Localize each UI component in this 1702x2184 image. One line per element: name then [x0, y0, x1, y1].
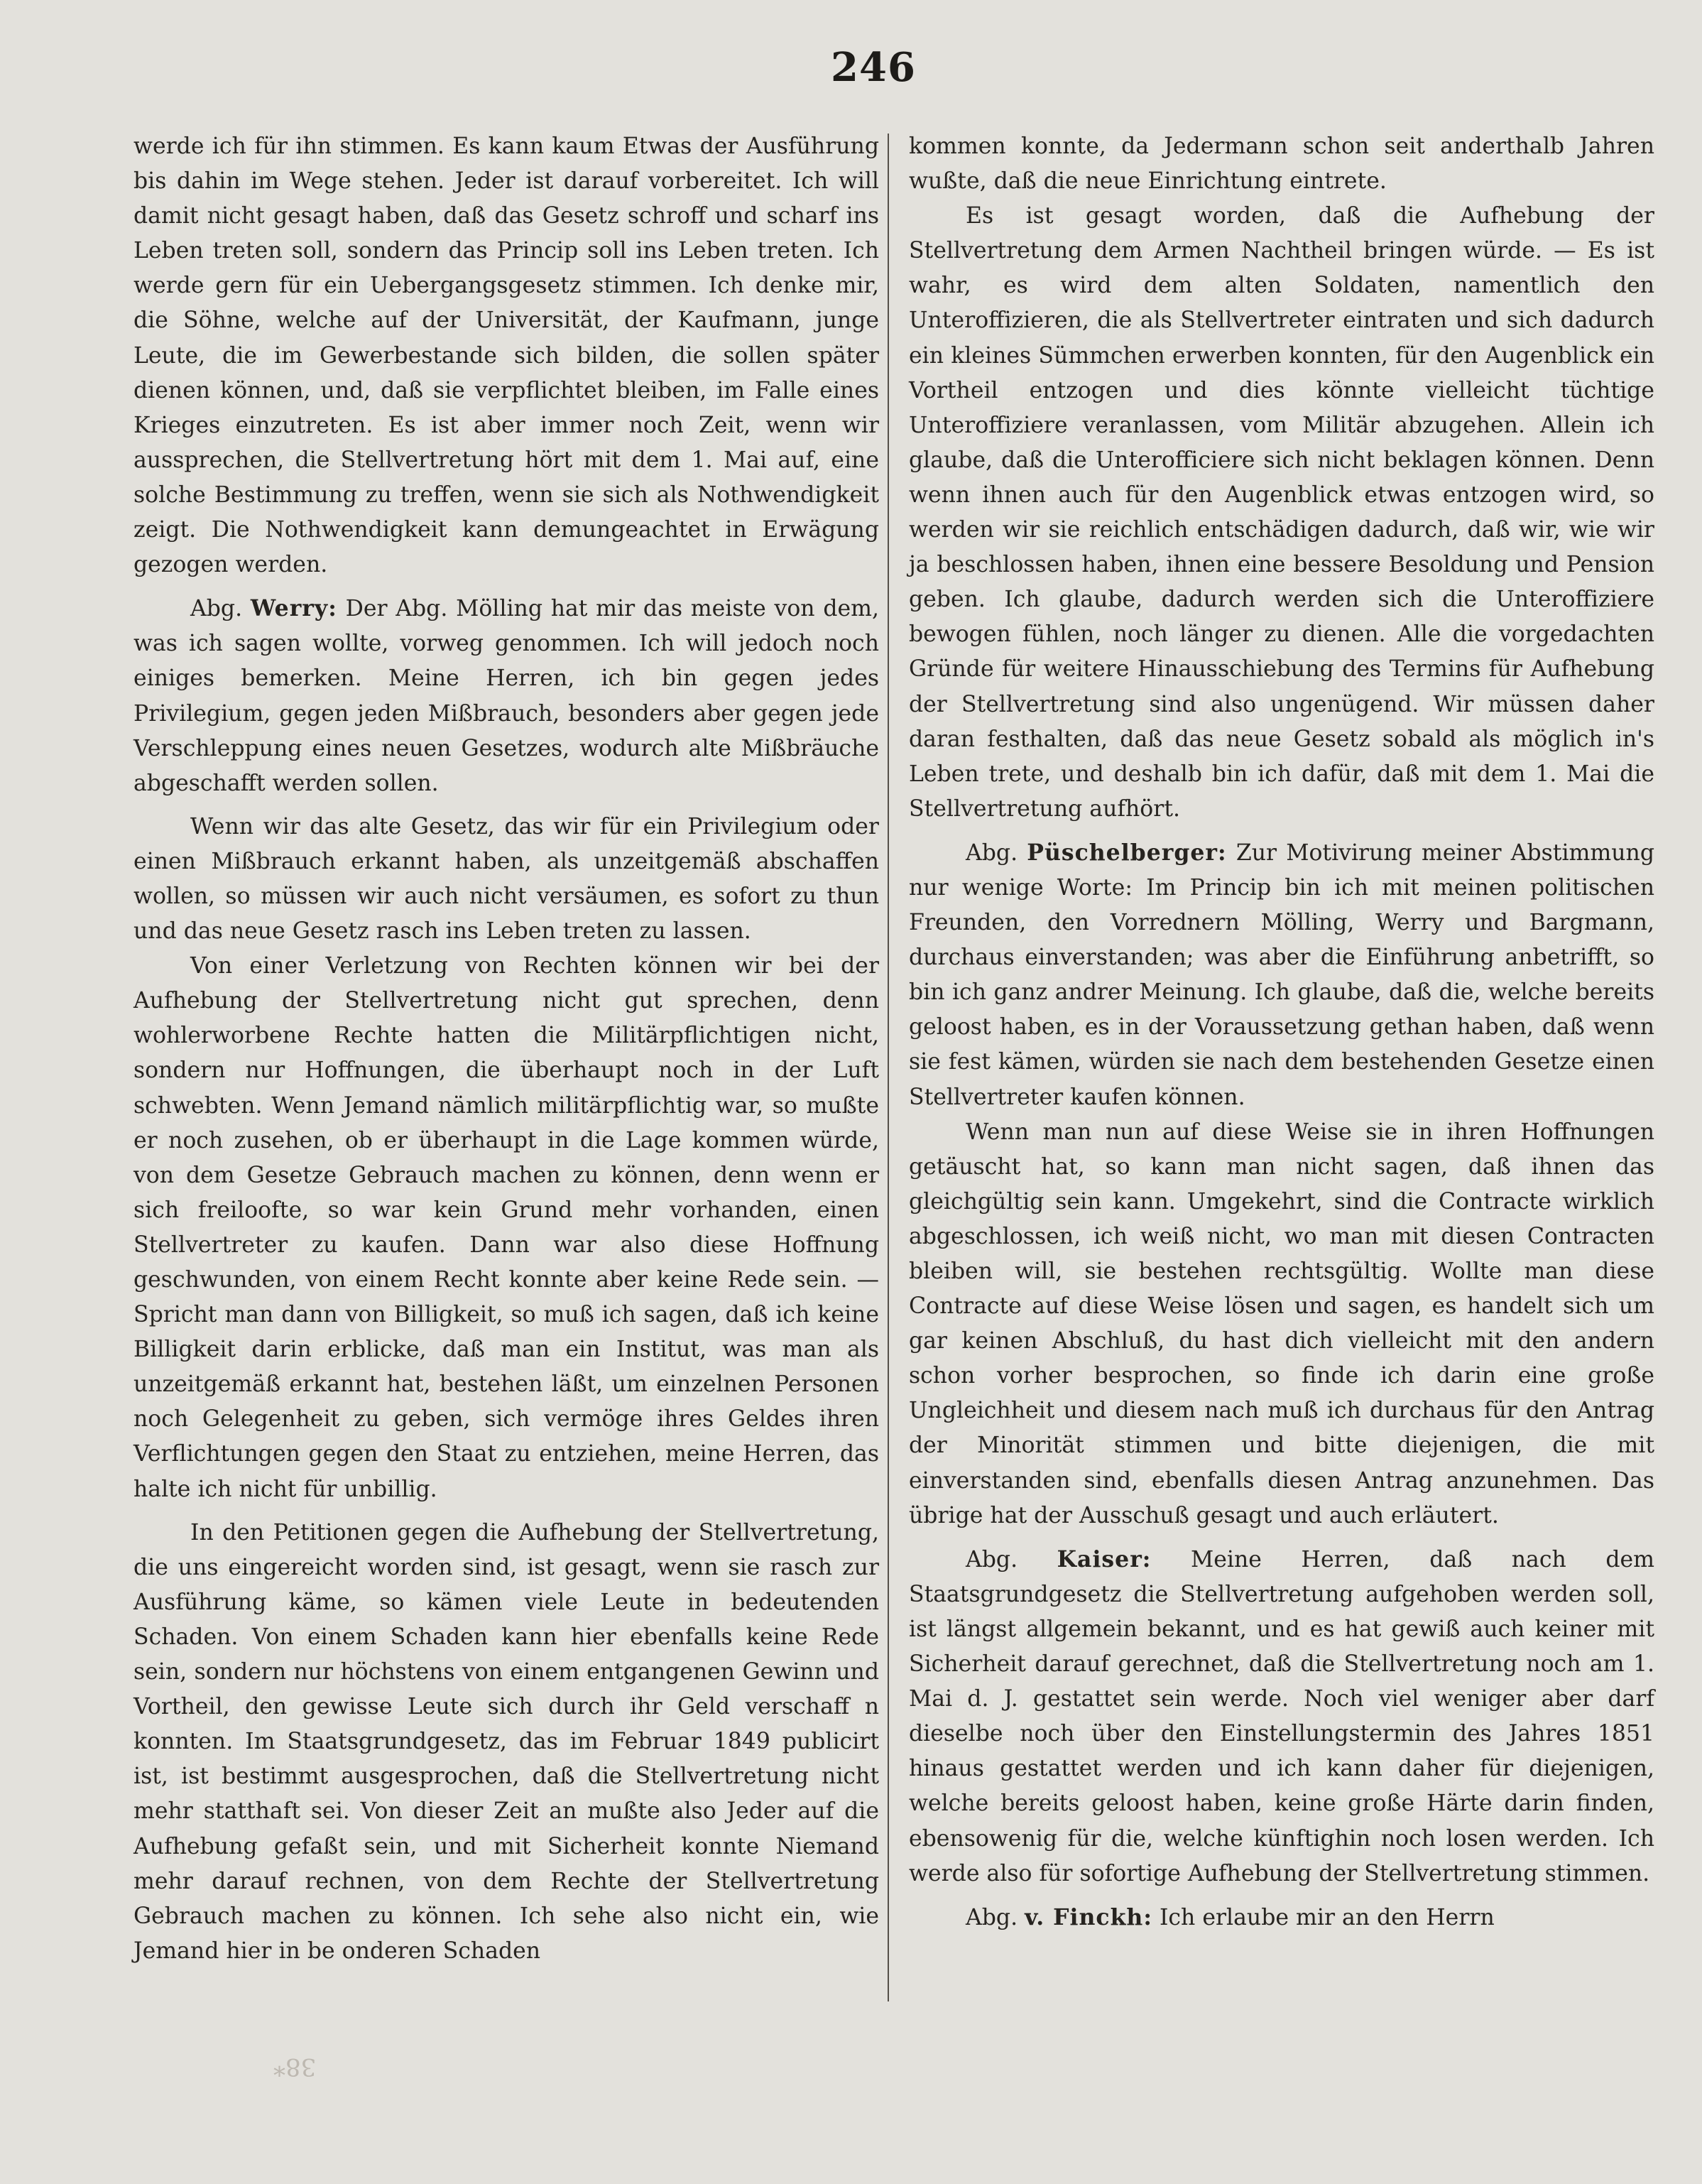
bleed-through-mark: 38* — [273, 2053, 317, 2081]
speaker-prefix: Abg. — [966, 1546, 1018, 1572]
page-number: 246 — [831, 44, 916, 91]
column-divider — [888, 134, 889, 2001]
speaker-prefix: Abg. — [966, 840, 1018, 866]
speaker-name: Werry: — [250, 595, 337, 622]
speaker-name: v. Finckh: — [1025, 1903, 1152, 1930]
paragraph-speech — [909, 1542, 1654, 1891]
speaker-name: Kaiser: — [1057, 1545, 1152, 1572]
speech-text: Ich erlaube mir an den Herrn — [1159, 1904, 1495, 1930]
paragraph: Wenn wir das alte Gesetz, das wir für ein Privilegium oder einen Mißbrauch erkannt haben, als unzeitgemäß abschaffen wollen, so müssen wir auch nicht versäumen, es sofort zu thun und das neue Gesetz rasch ins Leben treten zu lassen. — [133, 813, 879, 945]
speech-text: Der Abg. Mölling hat mir das meiste von dem, was ich sagen wollte, vorweg genommen. Ich will jedoch noch einiges bemerken. Meine Herren, ich bin gegen jedes Privilegium, gegen jeden Mißbrauch, besonders aber gegen jede Verschleppung eines neuen Gesetzes, wodurch alte Mißbräuche abgeschafft werden sollen. — [133, 596, 880, 796]
paragraph: Es ist gesagt worden, daß die Aufhebung der Stellvertretung dem Armen Nachtheil bringen würde. — Es ist wahr, es wird dem alten Soldaten, namentlich den Unteroffizieren, die als Stellvertreter eintraten und sich dadurch ein kleines Sümmchen erwerben konnten, für den Augenblick ein Vortheil entzogen und dies könnte vielleicht tüchtige Unteroffiziere veranlassen, vom Militär abzugehen. Allein ich glaube, daß die Unterofficiere sich nicht beklagen können. Denn wenn ihnen auch für den Augenblick etwas entzogen wird, so werden wir sie reichlich entschädigen dadurch, daß wir, wie wir ja beschlossen haben, ihnen eine bessere Besoldung und Pension geben. Ich glaube, dadurch werden sich die Unteroffiziere bewogen fühlen, noch länger zu dienen. Alle die vorgedachten Gründe für weitere Hinausschiebung des Termins für Aufhebung der Stellvertretung sind also ungenügend. Wir müssen daher daran festhalten, daß das neue Gesetz sobald als möglich in's Leben trete, und deshalb bin ich dafür, daß mit dem 1. Mai die Stellvertretung aufhört. — [909, 203, 1654, 822]
paragraph-speech — [909, 1900, 1654, 1935]
paragraph: kommen konnte, da Jedermann schon seit anderthalb Jahren wußte, daß die neue Einrichtung eintrete. — [909, 134, 1654, 195]
paragraph: Von einer Verletzung von Rechten können wir bei der Aufhebung der Stellvertretung nicht gut sprechen, denn wohlerworbene Rechte hatten die Militärpflichtigen nicht, sondern nur Hoffnungen, die überhaupt noch in der Luft schwebten. Wenn Jemand nämlich militärpflichtig war, so mußte er noch zusehen, ob er überhaupt in die Lage kommen würde, von dem Gesetze Gebrauch machen zu können, denn wenn er sich freiloofte, so war kein Grund mehr vorhanden, einen Stellvertreter zu kaufen. Dann war also diese Hoffnung geschwunden, von einem Recht konnte aber keine Rede sein. — Spricht man dann von Billigkeit, so muß ich sagen, daß ich keine Billigkeit darin erblicke, daß man ein Institut, was man als unzeitgemäß erkannt hat, bestehen läßt, um einzelnen Personen noch Gelegenheit zu geben, sich vermöge ihres Geldes ihren Verflichtungen gegen den Staat zu entziehen, meine Herren, das halte ich nicht für unbillig. — [133, 953, 879, 1502]
speaker-prefix: Abg. — [190, 596, 243, 622]
speaker-prefix: Abg. — [966, 1904, 1018, 1930]
speech-text: Meine Herren, daß nach dem Staatsgrundgesetz die Stellvertretung aufgehoben werden soll, ist längst allgemein bekannt, und es hat gewiß auch keiner mit Sicherheit darauf gerechnet, daß die Stellvertretung noch am 1. Mai d. J. gestattet sein werde. Noch viel weniger aber darf dieselbe noch über den Einstellungstermin des Jahres 1851 hinaus gestattet werden und ich kann daher für diejenigen, welche bereits geloost haben, keine große Härte darin finden, ebensowenig für die, welche künftighin noch losen werden. Ich werde also für sofortige Aufhebung der Stellvertretung stimmen. — [909, 1546, 1655, 1886]
paragraph-speech — [909, 835, 1654, 1115]
speech-text: Zur Motivirung meiner Abstimmung nur wenige Worte: Im Princip bin ich mit meinen politischen Freunden, den Vorrednern Mölling, Werry und Bargmann, durchaus einverstanden; was aber die Einführung anbetrifft, so bin ich ganz andrer Meinung. Ich glaube, daß die, welche bereits geloost haben, es in der Voraussetzung gethan haben, daß wenn sie fest kämen, würden sie nach dem bestehenden Gesetze einen Stellvertreter kaufen können. — [909, 840, 1655, 1110]
paragraph: Wenn man nun auf diese Weise sie in ihren Hoffnungen getäuscht hat, so kann man nicht sagen, daß ihnen das gleichgültig sein kann. Umgekehrt, sind die Contracte wirklich abgeschlossen, ich weiß nicht, wo man mit diesen Contracten bleiben will, sie bestehen rechtsgültig. Wollte man diese Contracte auf diese Weise lösen und sagen, es handelt sich um gar keinen Abschluß, du hast dich vielleicht mit den andern schon vorher besprochen, so finde ich darin eine große Ungleichheit und diesem nach muß ich durchaus für den Antrag der Minorität stimmen und bitte diejenigen, die mit einverstanden sind, ebenfalls diesen Antrag anzunehmen. Das übrige hat der Ausschuß gesagt und auch erläutert. — [909, 1119, 1654, 1528]
left-column — [133, 129, 879, 1969]
right-column — [909, 129, 1654, 1935]
paragraph-speech — [133, 591, 879, 801]
paragraph: werde ich für ihn stimmen. Es kann kaum Etwas der Ausführung bis dahin im Wege stehen. Jeder ist darauf vorbereitet. Ich will damit nicht gesagt haben, daß das Gesetz schroff und scharf ins Leben treten soll, sondern das Princip soll ins Leben treten. Ich werde gern für ein Uebergangsgesetz stimmen. Ich denke mir, die Söhne, welche auf der Universität, der Kaufmann, junge Leute, die im Gewerbestande sich bilden, die sollen später dienen können, und, daß sie verpflichtet bleiben, im Falle eines Krieges einzutreten. Es ist aber immer noch Zeit, wenn wir aussprechen, die Stellvertretung hört mit dem 1. Mai auf, eine solche Bestimmung zu treffen, wenn sie sich als Nothwendigkeit zeigt. Die Nothwendigkeit kann demungeachtet in Erwägung gezogen werden. — [133, 134, 879, 578]
speaker-name: Püschelberger: — [1027, 839, 1227, 866]
paragraph: In den Petitionen gegen die Aufhebung der Stellvertretung, die uns eingereicht worden sind, ist gesagt, wenn sie rasch zur Ausführung käme, so kämen viele Leute in bedeutenden Schaden. Von einem Schaden kann hier ebenfalls keine Rede sein, sondern nur höchstens von einem entgangenen Gewinn und Vortheil, den gewisse Leute sich durch ihr Geld verschaff n konnten. Im Staatsgrundgesetz, das im Februar 1849 publicirt ist, ist bestimmt ausgesprochen, daß die Stellvertretung nicht mehr statthaft sei. Von dieser Zeit an mußte also Jeder auf die Aufhebung gefaßt sein, und mit Sicherheit konnte Niemand mehr darauf rechnen, von dem Rechte der Stellvertretung Gebrauch machen zu können. Ich sehe also nicht ein, wie Jemand hier in be onderen Schaden — [133, 1519, 879, 1964]
